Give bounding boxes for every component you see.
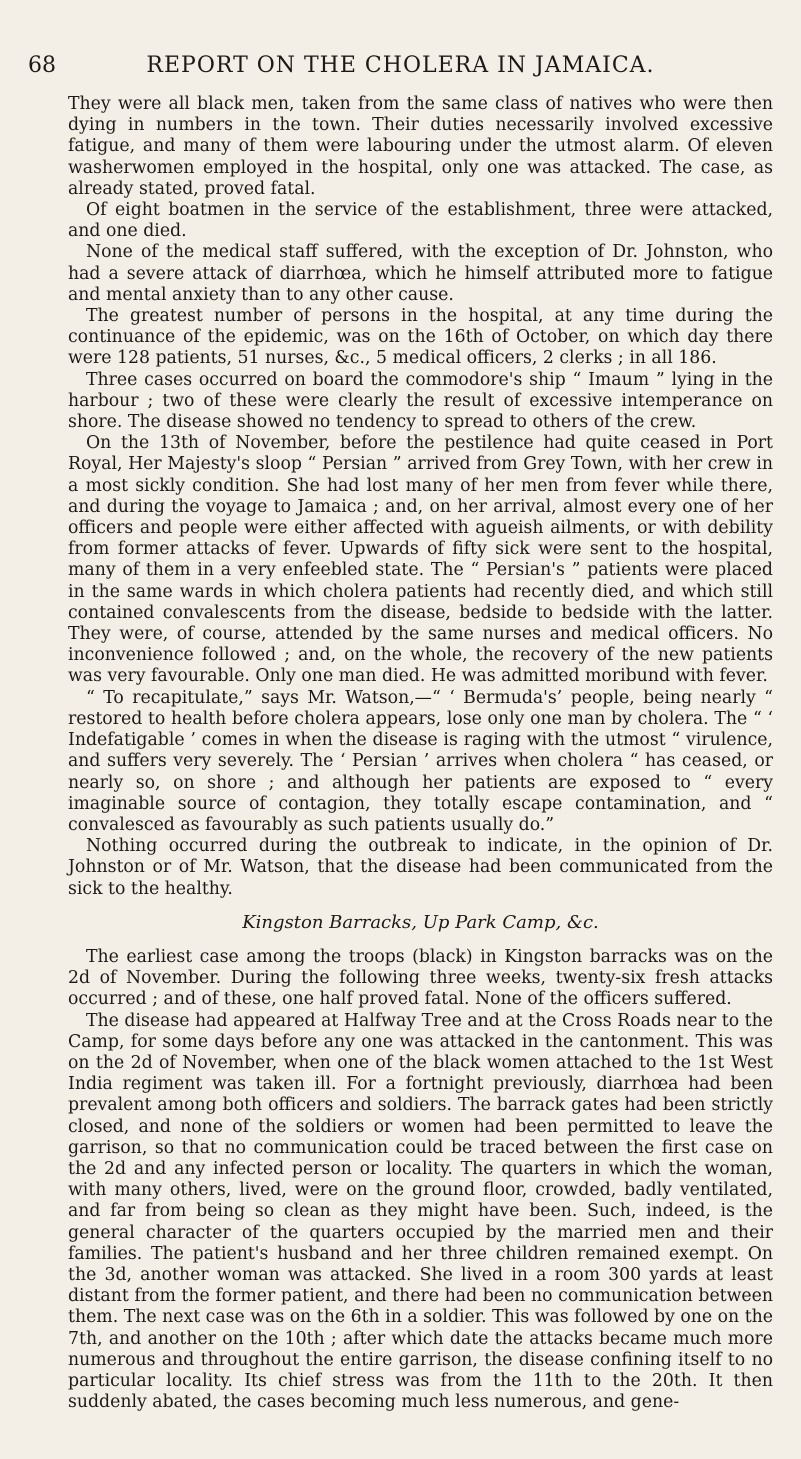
paragraph: They were all black men, taken from the same class of natives who were then dying in numbers in the town. Their duties necessarily involved excessive fatigue, and many of them were labouring under the utmost alarm. Of eleven washerwomen employed in the hospital, only one was attacked. The case, as already stated, proved fatal.: [68, 94, 773, 199]
paragraph: The disease had appeared at Halfway Tree and at the Cross Roads near to the Camp, for some days before any one was attacked in the cantonment. This was on the 2d of November, when one of the black women attached to the 1st West India regiment was taken ill. For a fortnight previously, diarrhœa had been prevalent among both officers and soldiers. The barrack gates had been strictly closed, and none of the soldiers or women had been permitted to leave the garrison, so that no communication could be traced between the first case on the 2d and any infected person or locality. The quarters in which the woman, with many others, lived, were on the ground floor, crowded, badly ventilated, and far from being so clean as they might have been. Such, indeed, is the general character of the quarters occupied by the married men and their families. The patient's husband and her three children remained exempt. On the 3d, another woman was attacked. She lived in a room 300 yards at least distant from the former patient, and there had been no communication between them. The next case was on the 6th in a soldier. This was followed by one on the 7th, and another on the 10th ; after which date the attacks became much more numerous and throughout the entire garrison, the disease confining itself to no particular locality. Its chief stress was from the 11th to the 20th. It then suddenly abated, the cases becoming much less numerous, and gene-: [68, 1010, 773, 1413]
body-text: [68, 94, 773, 1413]
paragraph: Of eight boatmen in the service of the establishment, three were attacked, and one died.: [68, 200, 773, 242]
paragraph: Three cases occurred on board the commodore's ship “ Imaum ” lying in the harbour ; two of these were clearly the result of excessive intemperance on shore. The disease showed no tendency to spread to others of the crew.: [68, 369, 773, 433]
paragraph: Nothing occurred during the outbreak to indicate, in the opinion of Dr. Johnston or of Mr. Watson, that the disease had been communicated from the sick to the healthy.: [68, 836, 773, 899]
page-number: 68: [28, 53, 56, 78]
section-heading: Kingston Barracks, Up Park Camp, &c.: [242, 911, 599, 933]
paragraph: On the 13th of November, before the pestilence had quite ceased in Port Royal, Her Majesty's sloop “ Persian ” arrived from Grey Town, with her crew in a most sickly condition. She had lost many of her men from fever while there, and during the voyage to Jamaica ; and, on her arrival, almost every one of her officers and people were either affected with agueish ailments, or with debility from former attacks of fever. Upwards of fifty sick were sent to the hospital, many of them in a very enfeebled state. The “ Persian's ” patients were placed in the same wards in which cholera patients had recently died, and which still contained convalescents from the disease, bedside to bedside with the latter. They were, of course, attended by the same nurses and medical officers. No inconvenience followed ; and, on the whole, the recovery of the new patients was very favourable. Only one man died. He was admitted moribund with fever.: [68, 433, 773, 687]
paragraph: None of the medical staff suffered, with the exception of Dr. Johnston, who had a severe attack of diarrhœa, which he himself attributed more to fatigue and mental anxiety than to any other cause.: [68, 242, 773, 305]
paragraph: The greatest number of persons in the hospital, at any time during the continuance of the epidemic, was on the 16th of October, on which day there were 128 patients, 51 nurses, &c., 5 medical officers, 2 clerks ; in all 186.: [68, 306, 773, 369]
running-title: REPORT ON THE CHOLERA IN JAMAICA.: [146, 53, 655, 78]
paragraph: The earliest case among the troops (black) in Kingston barracks was on the 2d of November. During the following three weeks, twenty-six fresh attacks occurred ; and of these, one half proved fatal. None of the officers suffered.: [68, 946, 773, 1010]
quoted-recapitulation: “ To recapitulate,” says Mr. Watson,—“ ‘ Bermuda's’ people, being nearly “ restored to health before cholera appears, lose only one man by cholera. The “ ‘ Indefatigable ’ comes in when the disease is raging with the utmost “ virulence, and suffers very severely. The ‘ Persian ’ arrives when cholera “ has ceased, or nearly so, on shore ; and although her patients are exposed to “ every imaginable source of contagion, they totally escape contamination, and “ convalesced as favourably as such patients usually do.”: [68, 687, 773, 835]
